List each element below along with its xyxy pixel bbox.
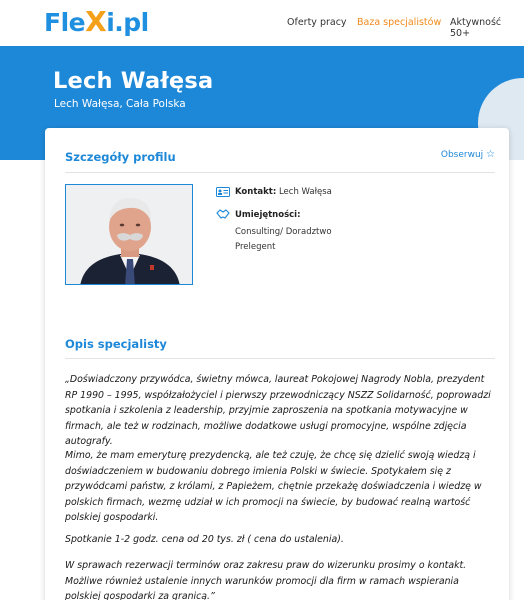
- contact-card-icon: [216, 187, 230, 197]
- follow-label: Obserwuj: [440, 150, 484, 160]
- follow-button[interactable]: [441, 149, 495, 160]
- description-paragraph: „Doświadczony przywódca, świetny mówca, laureat Pokojowej Nagrody Nobla, prezydent RP 1990 – 1995, współzałożyciel i pierwszy przewodniczący NSZZ Solidarność, poprowadzi spotkania i szkolenia z leadership, przyjmie zaproszenia na spotkania motywacyjne w firmach, ale też w rodzinach, możliwe dodatkowe usługi promocyjne, wspólne zdjęcia autografy.: [65, 374, 491, 447]
- specialist-photo: [65, 184, 193, 285]
- star-outline-icon: ☆: [486, 149, 495, 160]
- site-logo[interactable]: [44, 6, 149, 38]
- section-divider: [65, 358, 495, 359]
- skill-item: Consulting/ Doradztwo: [235, 227, 332, 237]
- top-navbar: [0, 0, 524, 46]
- specialist-subtitle: Lech Wałęsa, Cała Polska: [54, 98, 186, 110]
- contact-value: Lech Wałęsa: [278, 187, 332, 197]
- nav-aktywnosc-50[interactable]: Aktywność 50+: [450, 17, 502, 39]
- profile-details-title: Szczegóły profilu: [65, 150, 176, 164]
- skill-item: Prelegent: [235, 242, 276, 252]
- contact-row: [235, 187, 332, 197]
- logo-text-part2: i.pl: [106, 8, 149, 37]
- specialist-name: Lech Wałęsa: [53, 68, 214, 94]
- nav-baza-specjalistow[interactable]: Baza specjalistów: [357, 17, 442, 28]
- description-paragraph: W sprawach rezerwacji terminów oraz zakresu praw do wizerunku prosimy o kontakt. Możliwe również ustalenie innych warunków promocji dla firm w ramach wspierania polskiej gospodarki za granicą.”: [65, 560, 467, 600]
- description-title: Opis specjalisty: [65, 337, 167, 351]
- skills-label: [235, 210, 300, 220]
- section-divider: [65, 172, 495, 173]
- description-paragraph: Mimo, że mam emeryturę prezydencką, ale też czuję, że chcę się dzielić swoją wiedzą i doświadczeniem w budowaniu dobrego imienia Polski w świecie. Spotykałem się z przywódcami państw, z królami, z Papieżem, chętnie przekażę doświadczenia i wiedzę w polskich firmach, wezmę udział w ich promocji na świecie, by budować realną wartość polskiej gospodarki.: [65, 450, 482, 523]
- contact-label: Kontakt:: [235, 187, 277, 197]
- logo-text-part1: Fle: [44, 8, 86, 37]
- logo-x-mark: X: [85, 5, 107, 38]
- skills-label-text: Umiejętności:: [235, 210, 301, 220]
- profile-card: [45, 128, 509, 600]
- nav-oferty-pracy[interactable]: Oferty pracy: [287, 17, 347, 28]
- description-paragraph: Spotkanie 1-2 godz. cena od 20 tys. zł ( cena do ustalenia).: [65, 534, 344, 545]
- portrait-image: [66, 185, 193, 285]
- handshake-icon: [216, 209, 230, 220]
